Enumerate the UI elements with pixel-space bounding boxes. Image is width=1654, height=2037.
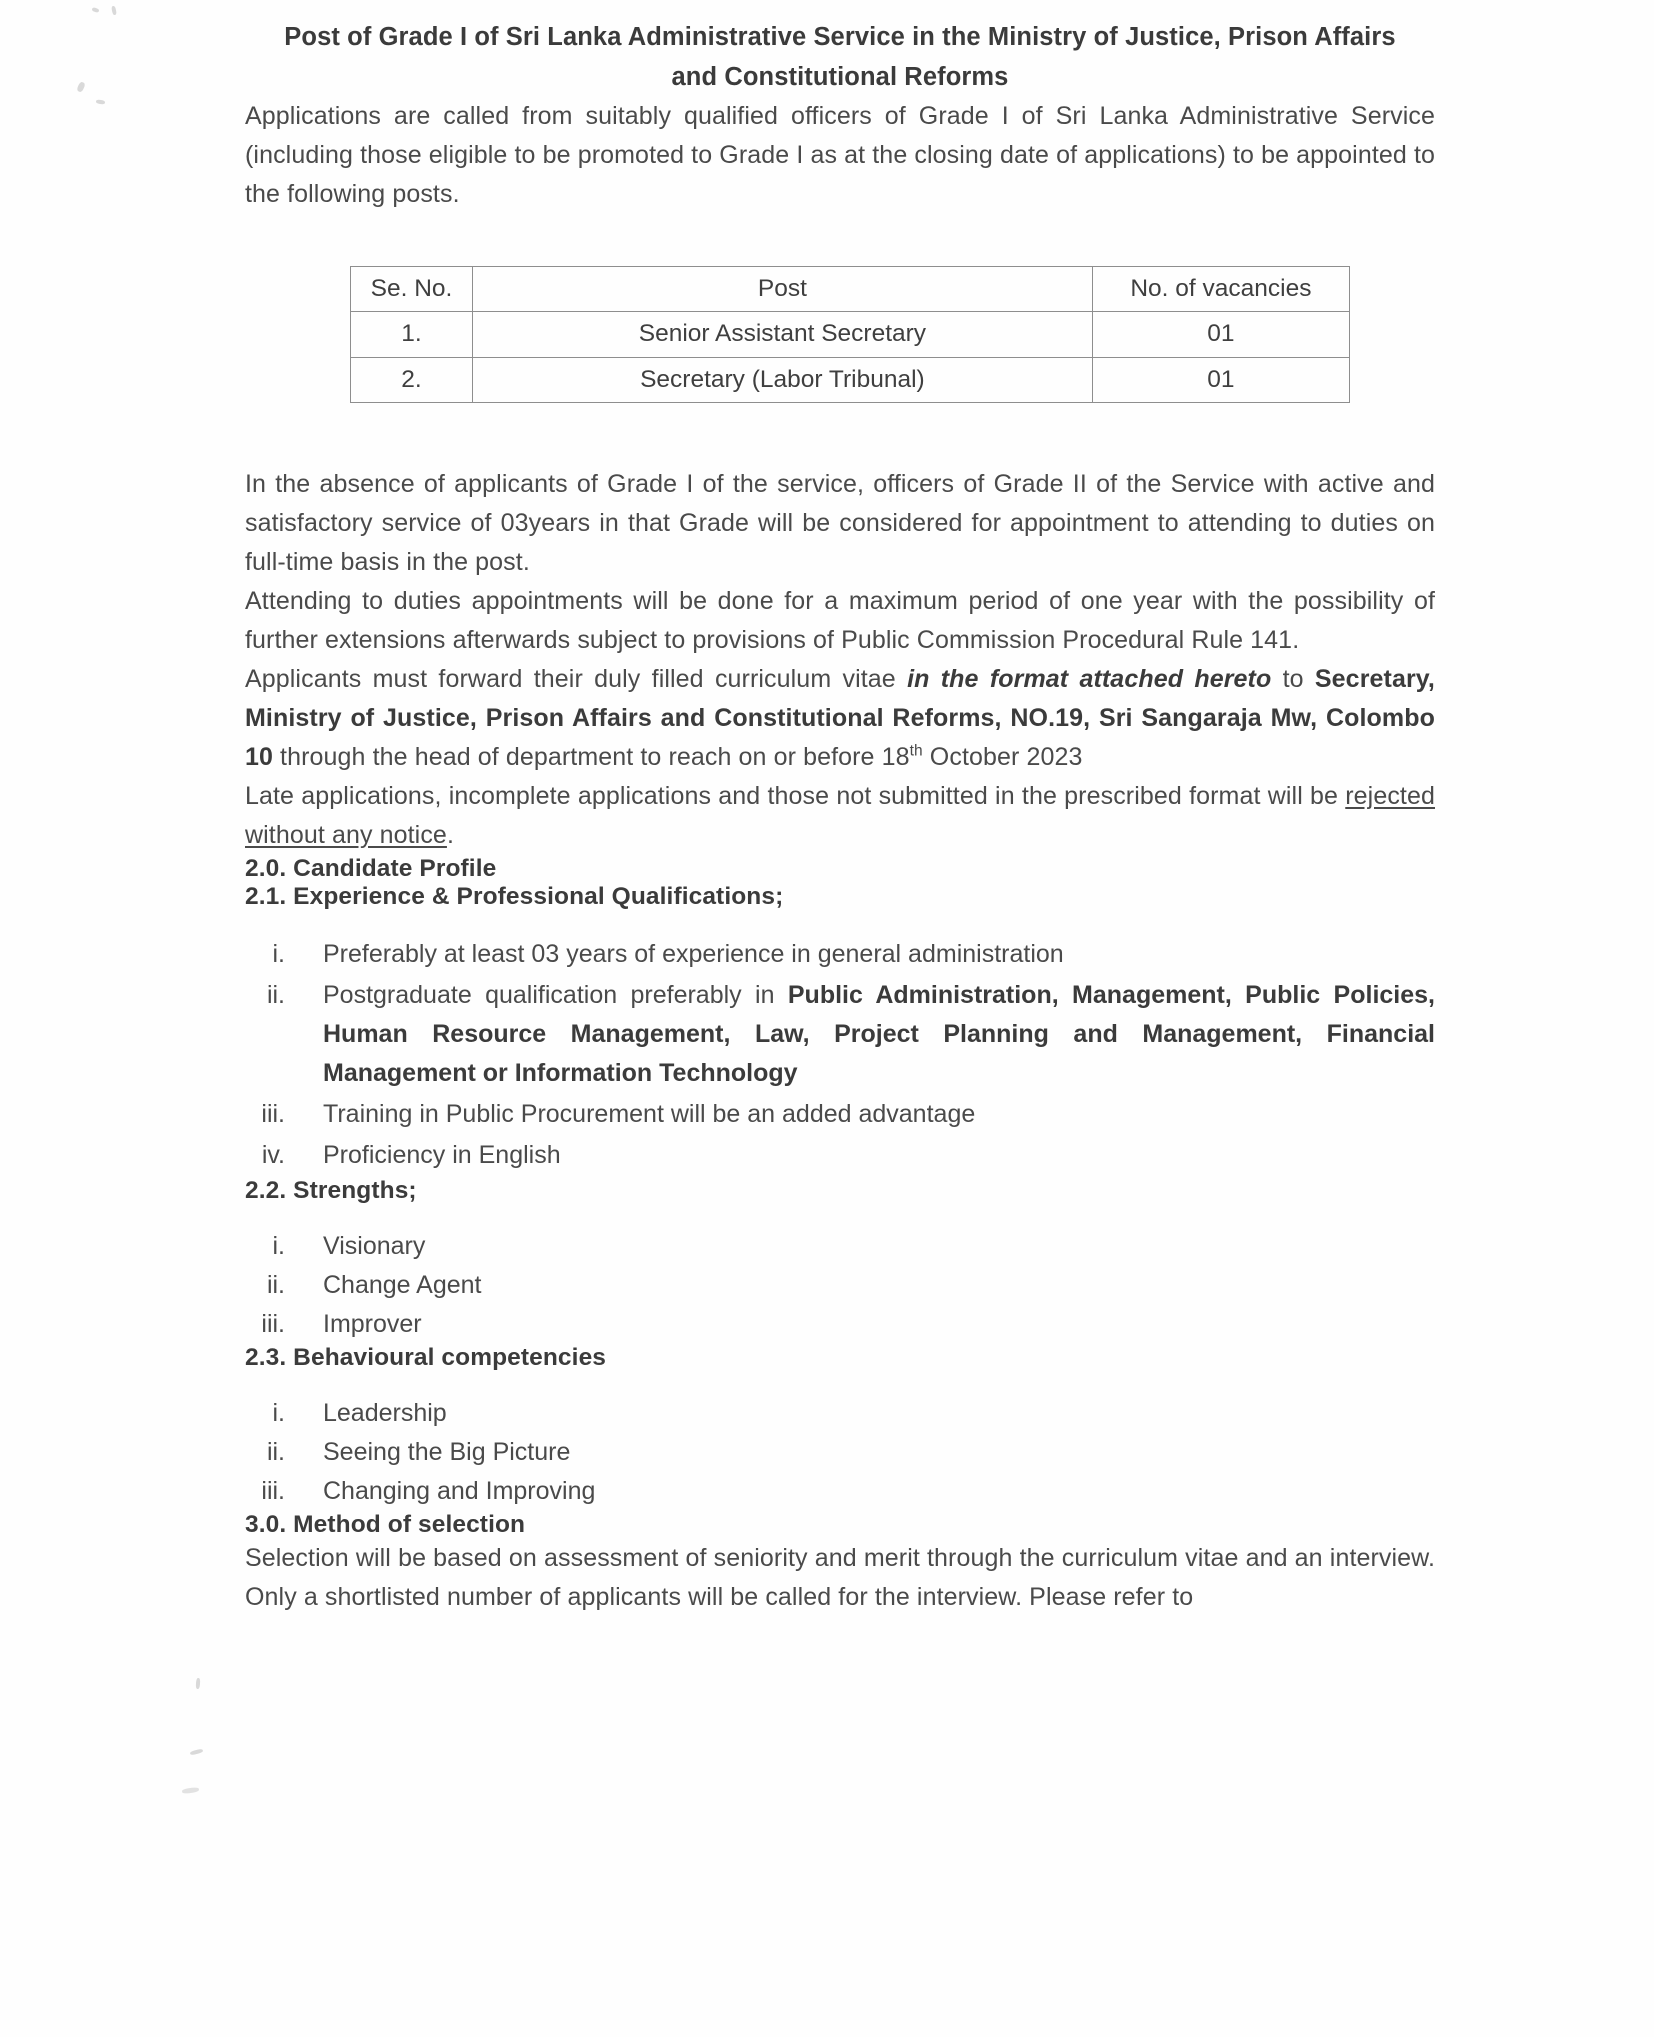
list-item-text: Change Agent bbox=[323, 1271, 482, 1300]
page-title: Post of Grade I of Sri Lanka Administrative Service in the Ministry of Justice, Prison Affairs and Constitutional Reforms bbox=[284, 23, 1396, 91]
list-item-text: Training in Public Procurement will be an added advantage bbox=[323, 1100, 976, 1129]
document-body bbox=[245, 0, 1435, 1617]
scan-speck bbox=[76, 81, 86, 93]
heading-strengths: 2.2. Strengths; bbox=[245, 1177, 417, 1205]
list-item-text: Leadership bbox=[323, 1399, 447, 1428]
list-item bbox=[245, 1136, 1435, 1175]
scan-speck bbox=[190, 1748, 204, 1755]
paragraph-forward-application bbox=[245, 660, 1435, 777]
list-item bbox=[245, 1472, 1435, 1511]
list-marker: i. bbox=[272, 1232, 285, 1261]
forward-tail-text-2: October 2023 bbox=[922, 743, 1083, 772]
list-marker: iii. bbox=[261, 1100, 285, 1129]
cell-post: Senior Assistant Secretary bbox=[473, 312, 1093, 357]
late-lead-text: Late applications, incomplete applications and those not submitted in the prescribed format will be bbox=[245, 782, 1346, 811]
list-item bbox=[245, 1305, 1435, 1344]
late-tail-text: . bbox=[446, 821, 454, 850]
table-header-row bbox=[351, 267, 1350, 312]
heading-candidate-profile: 2.0. Candidate Profile bbox=[245, 855, 497, 883]
list-marker: ii. bbox=[266, 1271, 285, 1300]
postgraduate-lead-text: Postgraduate qualification preferably in bbox=[323, 981, 788, 1010]
paragraph-absence-of-applicants: In the absence of applicants of Grade I of the service, officers of Grade II of the Service with active and satisfactory service of 03years in that Grade will be considered for appointment to attending to duties on full-time basis in the post. bbox=[245, 470, 1435, 577]
cell-vacancies: 01 bbox=[1092, 312, 1349, 357]
vacancy-table-container bbox=[245, 266, 1435, 403]
list-item bbox=[245, 1266, 1435, 1305]
list-item bbox=[245, 1394, 1435, 1433]
list-item bbox=[245, 935, 1435, 974]
intro-paragraph: Applications are called from suitably qualified officers of Grade I of Sri Lanka Administrative Service (including those eligible to be promoted to Grade I as at the closing date of applications) to be appointed to the following posts. bbox=[245, 102, 1435, 209]
list-item bbox=[245, 1095, 1435, 1134]
list-strengths bbox=[245, 1227, 1435, 1344]
list-marker: ii. bbox=[266, 981, 285, 1010]
list-item bbox=[245, 1227, 1435, 1266]
list-marker: ii. bbox=[266, 1438, 285, 1467]
heading-method-of-selection: 3.0. Method of selection bbox=[245, 1511, 526, 1539]
rejected-without-notice-underlined: rejected without any notice bbox=[245, 782, 1435, 850]
column-header-post: Post bbox=[473, 267, 1093, 312]
list-item-text: Proficiency in English bbox=[323, 1141, 561, 1170]
table-row bbox=[351, 312, 1350, 357]
heading-experience-qualifications: 2.1. Experience & Professional Qualifications; bbox=[245, 883, 784, 911]
cell-se-no: 1. bbox=[351, 312, 473, 357]
list-marker: i. bbox=[272, 1399, 285, 1428]
list-experience-qualifications bbox=[245, 935, 1435, 1175]
scan-speck bbox=[182, 1787, 200, 1794]
list-marker: iii. bbox=[261, 1477, 285, 1506]
paragraph-attending-duties: Attending to duties appointments will be done for a maximum period of one year with the possibility of further extensions afterwards subject to provisions of Public Commission Procedural Rule 141. bbox=[245, 587, 1435, 655]
cell-post: Secretary (Labor Tribunal) bbox=[473, 357, 1093, 402]
cell-vacancies: 01 bbox=[1092, 357, 1349, 402]
forward-tail-text: through the head of department to reach on or before 18 bbox=[273, 743, 910, 772]
scan-speck bbox=[92, 7, 100, 13]
forward-mid-text: to bbox=[1271, 665, 1315, 694]
heading-behavioural-competencies: 2.3. Behavioural competencies bbox=[245, 1344, 607, 1372]
list-item-text: Preferably at least 03 years of experience in general administration bbox=[323, 940, 1064, 969]
cell-se-no: 2. bbox=[351, 357, 473, 402]
list-item bbox=[245, 976, 1435, 1093]
scan-speck bbox=[96, 99, 105, 104]
forward-lead-text: Applicants must forward their duly filled curriculum vitae bbox=[245, 665, 908, 694]
list-marker: iv. bbox=[261, 1141, 285, 1170]
list-item-text: Visionary bbox=[323, 1232, 426, 1261]
list-behavioural-competencies bbox=[245, 1394, 1435, 1511]
list-item bbox=[245, 1433, 1435, 1472]
scan-speck bbox=[111, 6, 117, 16]
list-marker: i. bbox=[272, 940, 285, 969]
table-row bbox=[351, 357, 1350, 402]
format-attached-hereto-emphasis: in the format attached hereto bbox=[907, 665, 1272, 694]
paragraph-method-of-selection: Selection will be based on assessment of seniority and merit through the curriculum vitae and an interview. Only a shortlisted number of applicants will be called for the interview. Please refer to bbox=[245, 1544, 1435, 1612]
list-item-text bbox=[323, 976, 1435, 1093]
column-header-se-no: Se. No. bbox=[351, 267, 473, 312]
list-item-text: Improver bbox=[323, 1310, 422, 1339]
paragraph-late-applications bbox=[245, 777, 1435, 855]
list-item-text: Seeing the Big Picture bbox=[323, 1438, 571, 1467]
scan-speck bbox=[196, 1678, 201, 1689]
date-ordinal-suffix: th bbox=[909, 742, 923, 760]
qualification-fields-bold: Public Administration, Management, Public Policies, Human Resource Management, Law, Project Planning and Management, Financial Management or Information Technology bbox=[323, 981, 1435, 1088]
list-marker: iii. bbox=[261, 1310, 285, 1339]
list-item-text: Changing and Improving bbox=[323, 1477, 596, 1506]
column-header-vacancies: No. of vacancies bbox=[1092, 267, 1349, 312]
vacancy-table bbox=[350, 266, 1350, 403]
ministry-address-bold: Secretary, Ministry of Justice, Prison Affairs and Constitutional Reforms, NO.19, Sri Sangaraja Mw, Colombo 10 bbox=[245, 665, 1435, 772]
